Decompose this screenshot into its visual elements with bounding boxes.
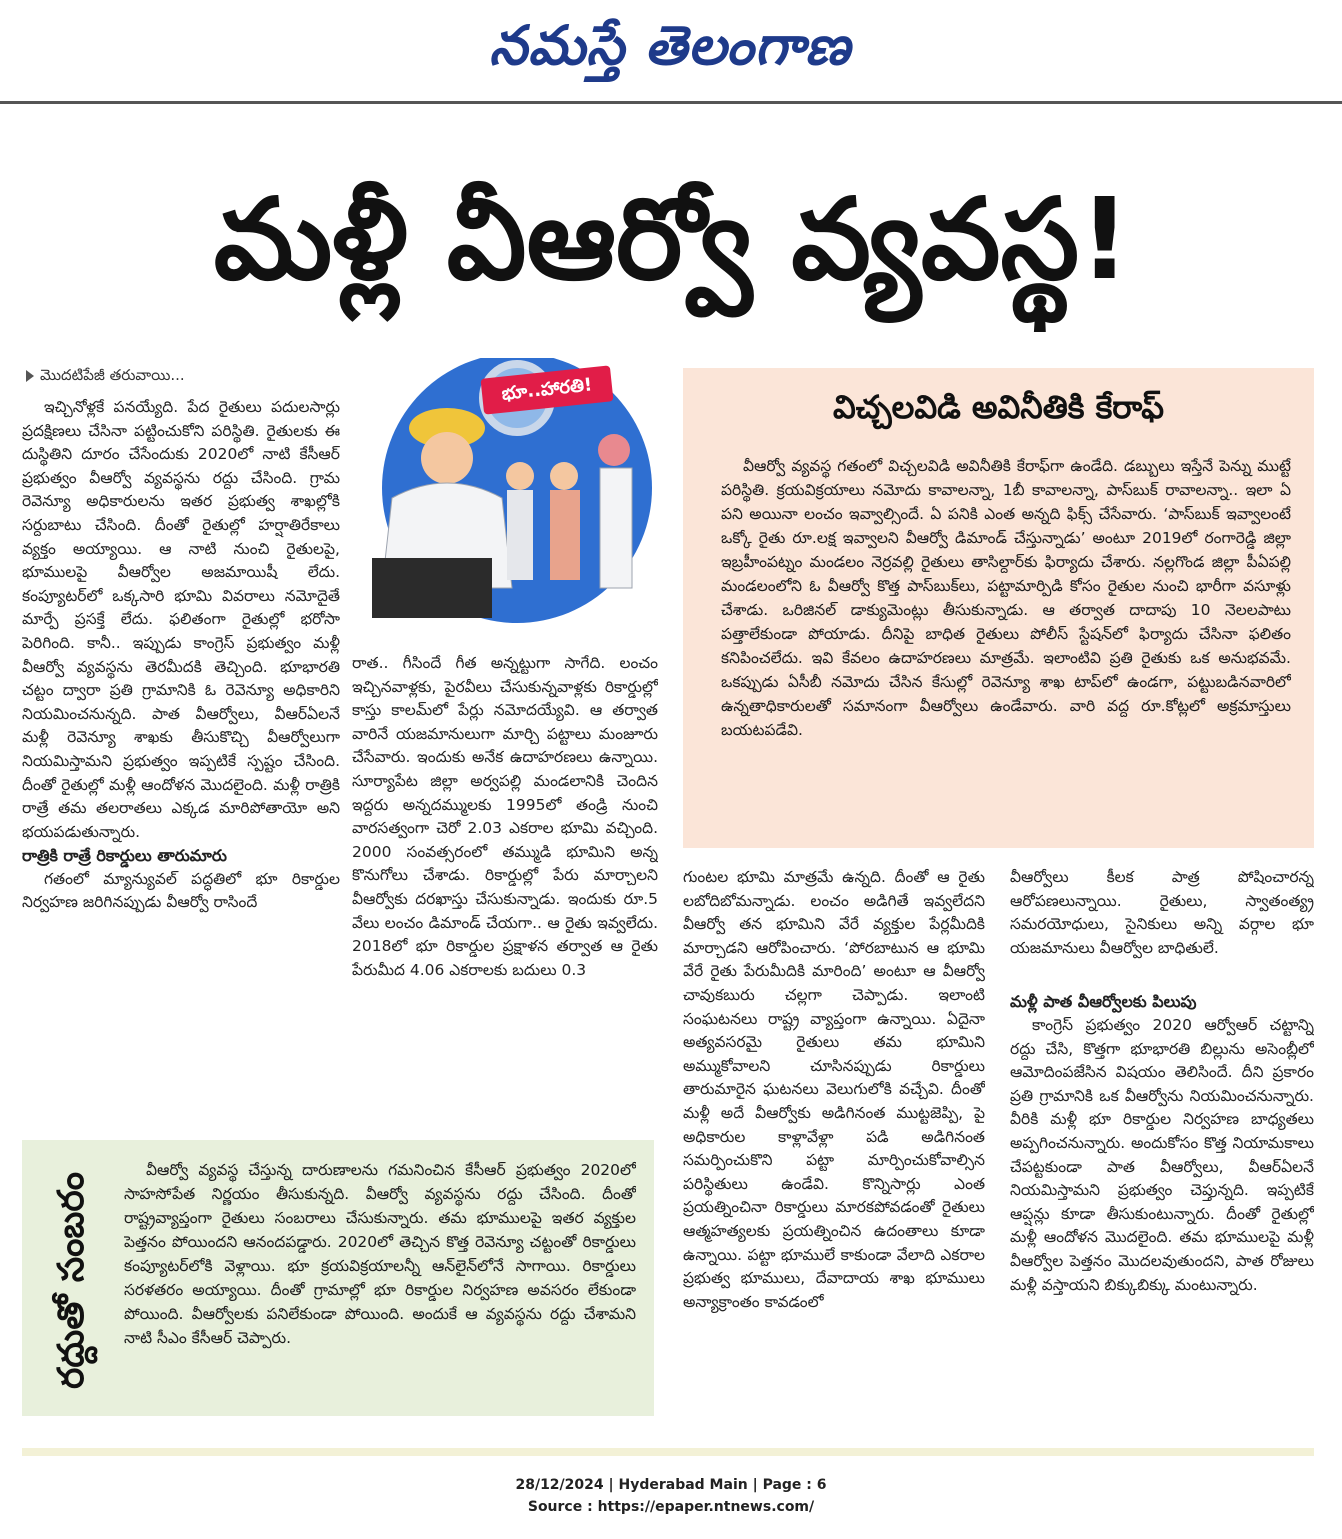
- article-column-2: [352, 652, 658, 1124]
- col1-paragraph-1: ఇచ్చినోళ్లకే పనయ్యేది. పేద రైతులు పదులసార్లు ప్రదక్షిణలు చేసినా పట్టించుకోని పరిస్థితి. రైతులకు ఈ దుస్థితిని దూరం చేసేందుకు 2020లో నాటి కేసీఆర్ ప్రభుత్వం వీఆర్వో వ్యవస్థను రద్దు చేసింది. గ్రామ రెవెన్యూ అధికారులను ఇతర ప్రభుత్వ శాఖల్లోకి సర్దుబాటు చేసింది. దీంతో రైతుల్లో హర్షాతిరేకాలు వ్యక్తం అయ్యాయి. ఆ నాటి నుంచి రైతులపై, భూములపై వీఆర్వోల అజమాయిషీ లేదు. కంప్యూటర్‌లో ఒక్కసారి భూమి వివరాలు నమోదైతే మార్పే ప్రసక్తే లేదు. ఫలితంగా రైతుల్లో భరోసా పెరిగింది. కానీ.. ఇప్పుడు కాంగ్రెస్ ప్రభుత్వం మళ్లీ వీఆర్వో వ్యవస్థను తెరమీదకి తెచ్చింది. భూభారతి చట్టం ద్వారా ప్రతి గ్రామానికి ఓ రెవెన్యూ అధికారిని నియమించనున్నది. పాత వీఆర్వోలు, వీఆర్‌ఏలనే మళ్లీ రెవెన్యూ శాఖకు తీసుకొచ్చి వీఆర్వోలుగా నియమిస్తామని ప్రభుత్వం ఇప్పటికే స్పష్టం చేసింది. దీంతో రైతుల్లో మళ్లీ ఆందోళన మొదలైంది. మళ్లీ రాత్రికి రాత్రే తమ తలరాతలు ఎక్కడ మారిపోతాయో అని భయపడుతున్నారు.: [22, 398, 340, 841]
- page-bottom-band: [22, 1448, 1314, 1456]
- footer-source: Source : https://epaper.ntnews.com/: [527, 1499, 815, 1515]
- triangle-bullet-icon: [26, 370, 34, 382]
- farmer-head-icon: [506, 462, 534, 490]
- article-column-4: [1010, 866, 1314, 1424]
- footer-date-edition: 28/12/2024 | Hyderabad Main | Page : 6: [515, 1477, 827, 1493]
- box-body-corruption: [721, 454, 1291, 844]
- head-icon: [421, 432, 473, 484]
- article-column-3: [683, 866, 985, 1424]
- continued-from-front: [26, 366, 346, 392]
- man-figure-icon: [550, 490, 580, 580]
- col2-paragraph-1: రాత.. గీసిందే గీత అన్నట్టుగా సాగేది. లంచం ఇచ్చినవాళ్లకు, పైరవీలు చేసుకున్నవాళ్లకు రికార్డుల్లో కాస్తు కాలమ్‌లో పేర్లు నమోదయ్యేవి. ఆ తర్వాత వారినే యజమానులుగా మార్చి పట్టాలు మంజూరు చేసేవారు. ఇందుకు అనేక ఉదాహరణలు ఉన్నాయి. సూర్యాపేట జిల్లా అర్వపల్లి మండలానికి చెందిన ఇద్దరు అన్నదమ్ములకు 1995లో తండ్రి నుంచి వారసత్వంగా చెరో 2.03 ఎకరాల భూమి వచ్చింది. 2000 సంవత్సరంలో తమ్ముడి భూమిని అన్న కొనుగోలు చేశాడు. రికార్డుల్లో పేరు మార్చాలని వీఆర్వోకు దరఖాస్తు చేసుకున్నాడు. ఇందుకు రూ.5 వేలు లంచం డిమాండ్ చేయగా.. ఆ రైతు ఇవ్వలేదు. 2018లో భూ రికార్డుల ప్రక్షాళన తర్వాత ఆ రైతు పేరుమీద 4.06 ఎకరాలకు బదులు 0.3: [352, 654, 658, 979]
- box-title-corruption: విచ్చలవిడి అవినీతికి కేరాఫ్: [832, 388, 1165, 426]
- newspaper-logo: నమస్తే తెలంగాణ: [489, 13, 851, 77]
- col4-subheading: మళ్లీ పాత వీఆర్వోలకు పిలుపు: [1010, 992, 1197, 1012]
- col4-paragraph-1: వీఆర్వోలు కీలక పాత్ర పోషించారన్న ఆరోపణలున్నాయి. రైతులు, స్వాతంత్య్ర సమరయోధులు, సైనికులు అన్ని వర్గాల భూ యజమానులు వీఆర్వోల బాధితులే.: [1010, 868, 1314, 957]
- bench-icon: [372, 558, 492, 618]
- masthead: [0, 0, 1342, 104]
- masthead-divider: [0, 101, 1342, 104]
- col4-paragraph-2: కాంగ్రెస్ ప్రభుత్వం 2020 ఆర్వోఆర్ చట్టాన్ని రద్దు చేసి, కొత్తగా భూభారతి బిల్లును అసెంబ్లీలో ఆమోదింపజేసిన విషయం తెలిసిందే. దీని ప్రకారం ప్రతి గ్రామానికి ఒక వీఆర్వోను నియమించనున్నారు. వీరికి మళ్లీ భూ రికార్డుల నిర్వహణ బాధ్యతలు అప్పగించనున్నారు. అందుకోసం కొత్త నియామకాలు చేపట్టకుండా పాత వీఆర్వోలు, వీఆర్‌ఏలనే నియమిస్తామని ప్రభుత్వం చెప్తున్నది. ఇప్పటికే ఆప్షన్లు కూడా తీసుకుంటున్నారు. దీంతో రైతుల్లో మళ్లీ ఆందోళన మొదలైంది. తమ భూములపై మళ్లీ వీఆర్వోల పెత్తనం మొదలవుతుందని, పాత రోజులు మళ్లీ వస్తాయని బిక్కుబిక్కు మంటున్నారు.: [1010, 1015, 1314, 1294]
- farmer-2-figure-icon: [600, 468, 632, 588]
- continued-label: మొదటిపేజీ తరువాయి...: [40, 366, 185, 384]
- box-title-celebration: రద్దుతో సంబరం: [51, 1171, 92, 1389]
- illustration: [352, 358, 670, 658]
- farmer-figure-icon: [507, 490, 533, 580]
- col1-subheading: రాత్రికి రాత్రే రికార్డులు తారుమారు: [22, 846, 227, 866]
- box-celebration-paragraph: వీఆర్వో వ్యవస్థ చేస్తున్న దారుణాలను గమనించిన కేసీఆర్ ప్రభుత్వం 2020లో సాహసోపేత నిర్ణయం తీసుకున్నది. వీఆర్వో వ్యవస్థను రద్దు చేసింది. దీంతో రాష్ట్రవ్యాప్తంగా రైతులు సంబరాలు చేసుకున్నారు. తమ భూములపై ఇతర వ్యక్తుల పెత్తనం పోయిందని ఆనందపడ్డారు. 2020లో తెచ్చిన కొత్త రెవెన్యూ చట్టంతో రికార్డులు కంప్యూటర్‌లోకి వెళ్లాయి. భూ క్రయవిక్రయాలన్నీ ఆన్‌లైన్‌లోనే సాగాయి. రికార్డులు సరళతరం అయ్యాయి. దీంతో గ్రామాల్లో భూ రికార్డుల నిర్వహణ అవసరం లేకుండా పోయింది. వీఆర్వోలకు పనిలేకుండా పోయింది. అందుకే ఆ వ్యవస్థను రద్దు చేశామని నాటి సీఎం కేసీఆర్ చెప్పారు.: [124, 1161, 636, 1347]
- main-headline: మళ్లీ వీఆర్వో వ్యవస్థ!: [213, 175, 1131, 305]
- box-corruption-paragraph: వీఆర్వో వ్యవస్థ గతంలో విచ్చలవిడి అవినీతికి కేరాఫ్‌గా ఉండేది. డబ్బులు ఇస్తేనే పెన్ను ముట్టే పరిస్థితి. క్రయవిక్రయాలు నమోదు కావాలన్నా, 1బీ కావాలన్నా, పాస్‌బుక్ రావాలన్నా.. ఇలా ఏ పని అయినా లంచం ఇవ్వాల్సిందే. ఏ పనికి ఎంత అన్నది ఫిక్స్ చేసేవారు. ‘పాస్‌బుక్ ఇవ్వాలంటే ఒక్కో రైతు రూ.లక్ష ఇవ్వాలని వీఆర్వో డిమాండ్ చేస్తున్నాడు’ అంటూ 2019లో రంగారెడ్డి జిల్లా ఇబ్రహీంపట్నం మండలం నెర్రవల్లి రైతులు తాసిల్దార్‌కు ఫిర్యాదు చేశారు. నల్లగొండ జిల్లా పీఏపల్లి మండలంలోని ఓ వీఆర్వో కొత్త పాస్‌బుక్‌లు, పట్టామార్పిడి కోసం రైతుల నుంచి భారీగా వసూళ్లు చేశాడు. ఒరిజినల్ డాక్యుమెంట్లు తీసుకున్నాడు. ఆ తర్వాత దాదాపు 10 నెలలపాటు పత్తాలేకుండా పోయాడు. దీనిపై బాధిత రైతులు పోలీస్ స్టేషన్‌లో ఫిర్యాదు చేసినా ఫలితం కనిపించలేదు. ఇవి కేవలం ఉదాహరణలు మాత్రమే. ఇలాంటివి ప్రతి రైతుకు ఒక అనుభవమే. ఒకప్పుడు ఏసీబీ నమోదు చేసిన కేసుల్లో రెవెన్యూ శాఖ టాప్‌లో ఉండగా, పట్టుబడినవారిలో ఉన్నతాధికారులతో సమానంగా వీఆర్వోలు ఉండేవారు. వారి వద్ద రూ.కోట్లలో అక్రమాస్తులు బయటపడేవి.: [721, 457, 1291, 739]
- page-footer: [0, 1474, 1342, 1518]
- bhu-harathi-badge: భూ..హారతి!: [480, 365, 613, 414]
- article-column-1: [22, 396, 340, 1124]
- col3-paragraph-1: గుంటల భూమి మాత్రమే ఉన్నది. దీంతో ఆ రైతు లబోదిబోమన్నాడు. లంచం అడిగితే ఇవ్వలేదని వీఆర్వో తన భూమిని వేరే వ్యక్తుల పేర్లమీదికి మార్చాడని ఆరోపించారు. ‘పోరబాటున ఆ భూమి వేరే రైతు పేరుమీదికి మారింది’ అంటూ ఆ వీఆర్వో చావుకబురు చల్లగా చెప్పాడు. ఇలాంటి సంఘటనలు రాష్ట్ర వ్యాప్తంగా ఉన్నాయి. ఏదైనా అత్యవసరమై రైతులు తమ భూమిని అమ్ముకోవాలని చూసినప్పుడు రికార్డులు తారుమారైన ఘటనలు వెలుగులోకి వచ్చేవి. దీంతో మళ్లీ అదే వీఆర్వోకు అడిగినంత ముట్టజెప్పి, పై అధికారుల కాళ్లావేళ్లా పడి అడిగినంత సమర్పించుకొని పట్టా మార్పించుకోవాల్సిన పరిస్థితులు ఉండేవి. కొన్నిసార్లు ఎంత ప్రయత్నించినా రికార్డులు మారకపోవడంతో రైతులు ఆత్మహత్యలకు ప్రయత్నించిన ఉదంతాలు కూడా ఉన్నాయి. పట్టా భూములే కాకుండా వేలాది ఎకరాల ప్రభుత్వ భూములు, దేవాదాయ శాఖ భూములు అన్యాక్రాంతం కావడంలో: [683, 868, 985, 1311]
- box-body-celebration: [124, 1158, 636, 1408]
- col1-paragraph-2: గతంలో మ్యాన్యువల్ పద్ధతిలో భూ రికార్డుల నిర్వహణ జరిగినప్పుడు వీఆర్వో రాసిందే: [22, 869, 340, 912]
- sidebar-box-celebration: [22, 1140, 654, 1416]
- pink-turban-icon: [598, 434, 630, 466]
- man-head-icon: [550, 462, 578, 490]
- sidebar-box-corruption: [683, 368, 1314, 848]
